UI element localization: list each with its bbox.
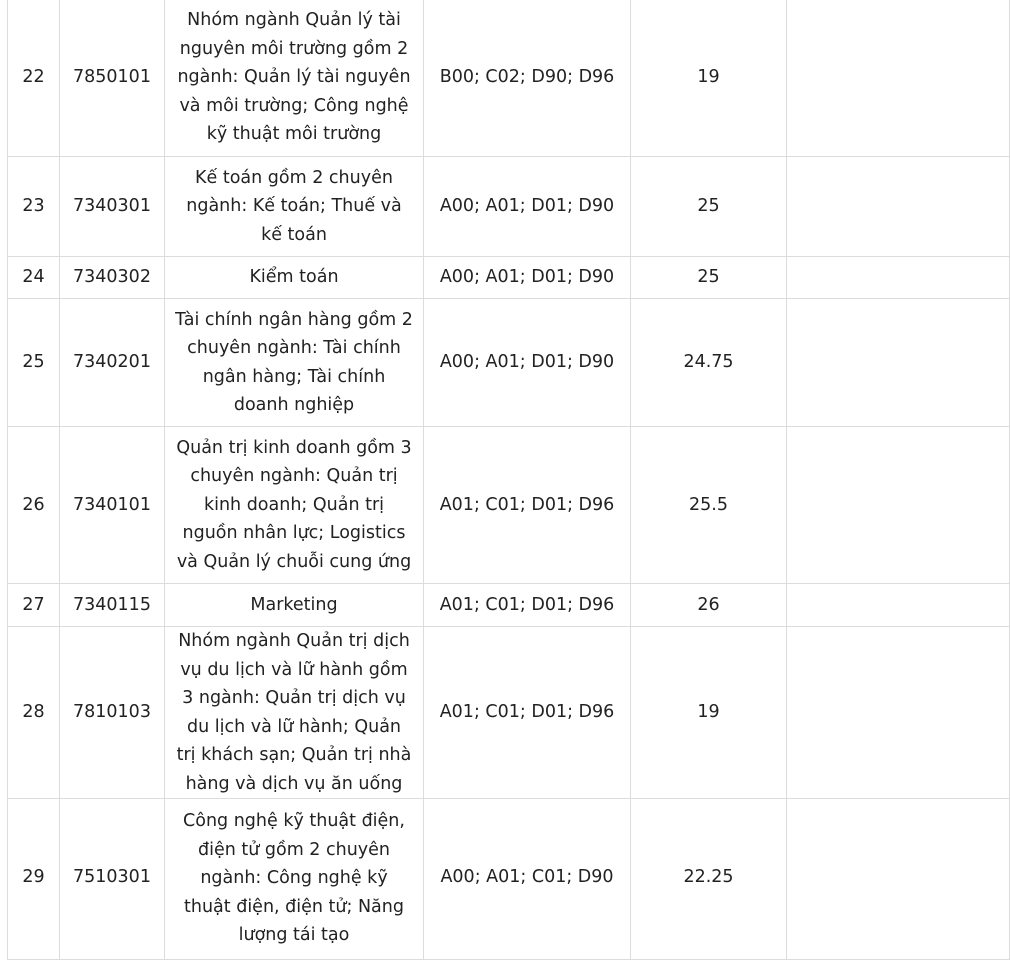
note-cell bbox=[787, 584, 1010, 627]
table-row bbox=[8, 299, 1010, 427]
subject-combinations: A00; A01; C01; D90 bbox=[424, 799, 631, 960]
note-cell bbox=[787, 627, 1010, 799]
note-cell bbox=[787, 427, 1010, 584]
table-row bbox=[8, 584, 1010, 627]
note-cell bbox=[787, 299, 1010, 427]
admission-score-table bbox=[7, 0, 1010, 960]
table-row bbox=[8, 257, 1010, 299]
major-name: Nhóm ngành Quản trị dịch vụ du lịch và lữ hành gồm 3 ngành: Quản trị dịch vụ du lịch và lữ hành; Quản trị khách sạn; Quản trị nhà hàng và dịch vụ ăn uống bbox=[165, 627, 424, 799]
table-row bbox=[8, 0, 1010, 157]
major-code: 7850101 bbox=[60, 0, 165, 157]
major-name: Nhóm ngành Quản lý tài nguyên môi trường gồm 2 ngành: Quản lý tài nguyên và môi trường; Công nghệ kỹ thuật môi trường bbox=[165, 0, 424, 157]
subject-combinations: A00; A01; D01; D90 bbox=[424, 157, 631, 257]
major-code: 7340101 bbox=[60, 427, 165, 584]
note-cell bbox=[787, 799, 1010, 960]
cutoff-score: 25 bbox=[631, 157, 787, 257]
subject-combinations: B00; C02; D90; D96 bbox=[424, 0, 631, 157]
table-row bbox=[8, 157, 1010, 257]
subject-combinations: A00; A01; D01; D90 bbox=[424, 257, 631, 299]
row-number: 22 bbox=[8, 0, 60, 157]
row-number: 24 bbox=[8, 257, 60, 299]
row-number: 27 bbox=[8, 584, 60, 627]
subject-combinations: A01; C01; D01; D96 bbox=[424, 627, 631, 799]
row-number: 23 bbox=[8, 157, 60, 257]
major-code: 7340301 bbox=[60, 157, 165, 257]
row-number: 26 bbox=[8, 427, 60, 584]
cutoff-score: 22.25 bbox=[631, 799, 787, 960]
cutoff-score: 26 bbox=[631, 584, 787, 627]
subject-combinations: A01; C01; D01; D96 bbox=[424, 427, 631, 584]
major-code: 7340302 bbox=[60, 257, 165, 299]
major-name: Kiểm toán bbox=[165, 257, 424, 299]
table-row bbox=[8, 799, 1010, 960]
table-row bbox=[8, 427, 1010, 584]
cutoff-score: 19 bbox=[631, 627, 787, 799]
note-cell bbox=[787, 157, 1010, 257]
table-row bbox=[8, 627, 1010, 799]
major-name: Công nghệ kỹ thuật điện, điện tử gồm 2 chuyên ngành: Công nghệ kỹ thuật điện, điện tử; Năng lượng tái tạo bbox=[165, 799, 424, 960]
major-name: Marketing bbox=[165, 584, 424, 627]
subject-combinations: A01; C01; D01; D96 bbox=[424, 584, 631, 627]
cutoff-score: 19 bbox=[631, 0, 787, 157]
major-code: 7340115 bbox=[60, 584, 165, 627]
major-name: Tài chính ngân hàng gồm 2 chuyên ngành: Tài chính ngân hàng; Tài chính doanh nghiệp bbox=[165, 299, 424, 427]
major-name: Quản trị kinh doanh gồm 3 chuyên ngành: Quản trị kinh doanh; Quản trị nguồn nhân lực; Logistics và Quản lý chuỗi cung ứng bbox=[165, 427, 424, 584]
note-cell bbox=[787, 257, 1010, 299]
cutoff-score: 25.5 bbox=[631, 427, 787, 584]
subject-combinations: A00; A01; D01; D90 bbox=[424, 299, 631, 427]
row-number: 25 bbox=[8, 299, 60, 427]
major-code: 7340201 bbox=[60, 299, 165, 427]
major-name: Kế toán gồm 2 chuyên ngành: Kế toán; Thuế và kế toán bbox=[165, 157, 424, 257]
cutoff-score: 24.75 bbox=[631, 299, 787, 427]
major-code: 7810103 bbox=[60, 627, 165, 799]
major-code: 7510301 bbox=[60, 799, 165, 960]
note-cell bbox=[787, 0, 1010, 157]
cutoff-score: 25 bbox=[631, 257, 787, 299]
row-number: 28 bbox=[8, 627, 60, 799]
row-number: 29 bbox=[8, 799, 60, 960]
